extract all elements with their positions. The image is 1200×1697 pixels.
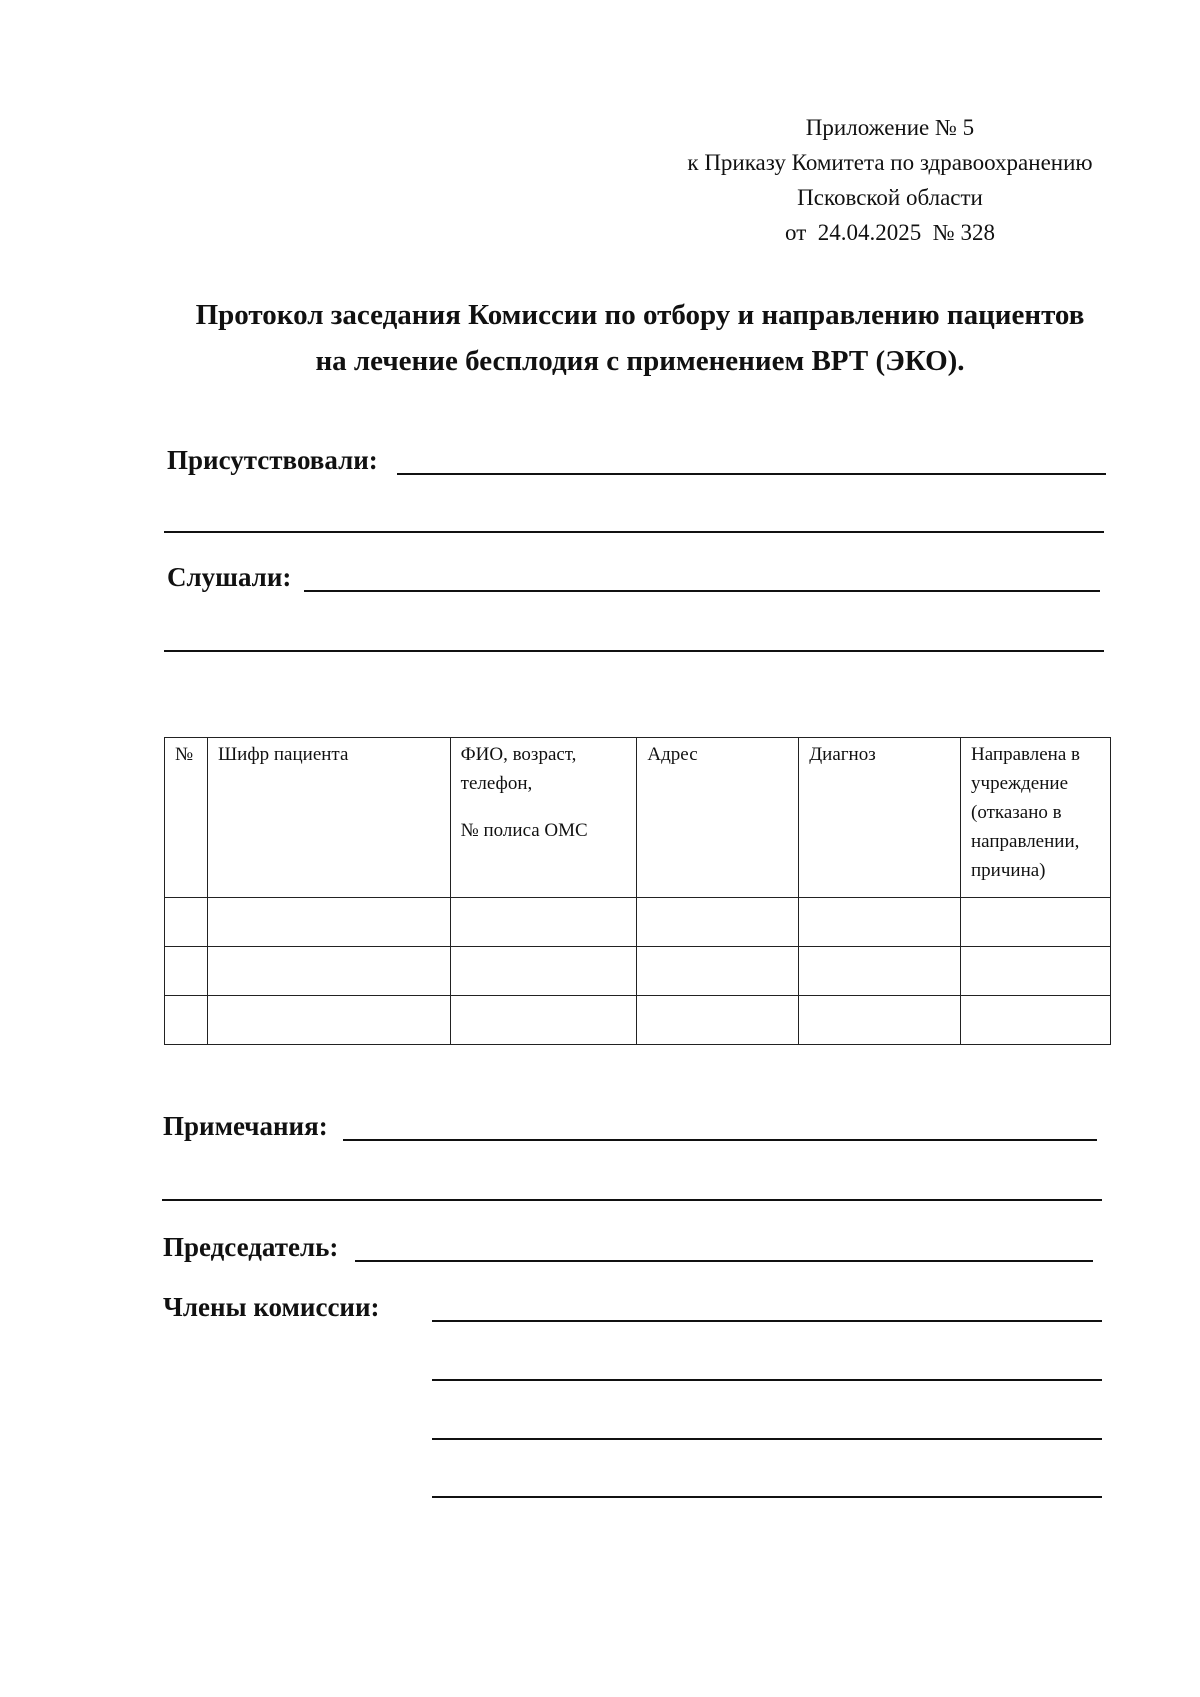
appendix-region: Псковской области [797, 185, 983, 210]
header-diagnosis-text: Диагноз [809, 744, 876, 765]
present-line-2 [164, 531, 1104, 533]
table-header-row [165, 738, 1111, 898]
table-row [165, 947, 1111, 996]
table-cell [207, 996, 450, 1045]
header-address-text: Адрес [647, 744, 698, 765]
header-number-text: № [175, 744, 194, 765]
header-fio [450, 738, 637, 898]
table-cell [799, 996, 961, 1045]
header-address [637, 738, 799, 898]
title-line-1: Протокол заседания Комиссии по отбору и направлению пациентов [195, 299, 1085, 331]
header-number [165, 738, 208, 898]
table-cell [165, 898, 208, 947]
table-row [165, 898, 1111, 947]
table-cell [207, 947, 450, 996]
present-label: Присутствовали: [167, 445, 378, 475]
title-line-2: на лечение бесплодия с применением ВРТ (ЭКО). [315, 345, 965, 377]
appendix-order-ref: к Приказу Комитета по здравоохранению [687, 150, 1093, 175]
header-fio-line-2: телефон, [460, 773, 533, 794]
member-line-2 [432, 1379, 1102, 1381]
appendix-number: Приложение № 5 [805, 115, 975, 140]
table-cell [207, 898, 450, 947]
heard-line-1 [304, 590, 1100, 592]
chairman-line [355, 1260, 1093, 1262]
appendix-header [640, 110, 1140, 250]
notes-line-1 [343, 1139, 1097, 1141]
document-title [150, 292, 1130, 384]
present-line-1 [397, 473, 1106, 475]
table-cell [165, 996, 208, 1045]
table-cell [637, 898, 799, 947]
table-cell [637, 947, 799, 996]
member-line-3 [432, 1438, 1102, 1440]
member-line-1 [432, 1320, 1102, 1322]
header-patient-cipher-text: Шифр пациента [217, 744, 349, 765]
table-body [165, 898, 1111, 1045]
table-cell [799, 898, 961, 947]
table-cell [450, 947, 637, 996]
table-cell [637, 996, 799, 1045]
header-sent-line-4: направлении, [971, 831, 1080, 852]
member-line-4 [432, 1496, 1102, 1498]
members-label: Члены комиссии: [163, 1292, 380, 1322]
notes-line-2 [162, 1199, 1102, 1201]
header-diagnosis [799, 738, 961, 898]
notes-label: Примечания: [163, 1111, 328, 1141]
header-sent-to [961, 738, 1111, 898]
table-cell [799, 947, 961, 996]
chairman-label: Председатель: [163, 1232, 339, 1262]
header-patient-cipher [207, 738, 450, 898]
table-cell [961, 947, 1111, 996]
table-cell [450, 898, 637, 947]
header-sent-line-1: Направлена в [971, 744, 1080, 765]
table-cell [961, 898, 1111, 947]
appendix-date-number: от 24.04.2025 № 328 [785, 220, 995, 245]
table-cell [450, 996, 637, 1045]
heard-label: Слушали: [167, 562, 292, 592]
patients-table [164, 737, 1111, 1045]
header-sent-line-5: причина) [971, 860, 1046, 881]
table-cell [165, 947, 208, 996]
header-sent-line-3: (отказано в [971, 802, 1062, 823]
header-fio-line-3: № полиса ОМС [460, 820, 588, 841]
table-cell [961, 996, 1111, 1045]
heard-line-2 [164, 650, 1104, 652]
header-sent-line-2: учреждение [971, 773, 1069, 794]
table-row [165, 996, 1111, 1045]
header-fio-line-1: ФИО, возраст, [460, 744, 577, 765]
